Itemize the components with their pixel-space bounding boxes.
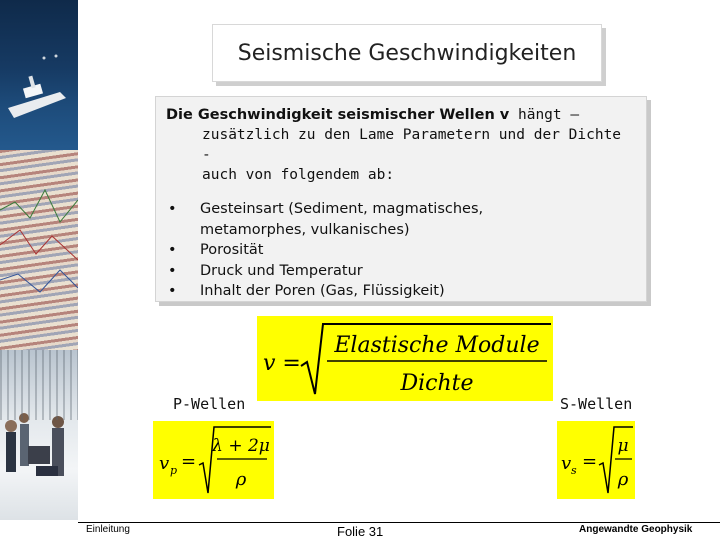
title-box: [212, 24, 602, 82]
ship-photo: [0, 0, 78, 150]
p-waves-label: P-Wellen: [173, 395, 246, 413]
bullet-text: Druck und Temperatur: [200, 262, 363, 279]
content-box: [155, 96, 647, 302]
formula-p-numerator: λ + 2μ: [212, 436, 270, 456]
slide-title: Seismische Geschwindigkeiten: [237, 40, 577, 66]
formula-s-sub: s: [571, 464, 577, 477]
trees-background: [0, 350, 78, 420]
formula-p-denominator: ρ: [235, 469, 247, 490]
bullet-dot: •: [168, 242, 177, 258]
bullet-text: Gesteinsart (Sediment, magmatisches,: [200, 201, 484, 217]
bullet-item: [166, 199, 636, 240]
formula-s-eq: =: [582, 451, 598, 472]
footer-course-name: Angewandte Geophysik: [579, 524, 693, 535]
formula-main-denominator: Dichte: [400, 371, 474, 396]
bullet-item: [166, 281, 636, 302]
formula-main-lhs: v =: [263, 351, 301, 376]
s-waves-label: S-Wellen: [560, 395, 633, 413]
formula-p-var: v: [159, 453, 170, 474]
ship-icon: [0, 0, 78, 150]
bullet-item: [166, 261, 636, 282]
seismic-section-image: [0, 150, 78, 350]
formula-s-numerator: μ: [617, 436, 629, 456]
intro-rest-text: hängt –: [509, 107, 580, 123]
p-wave-formula: [153, 421, 274, 499]
footer-slide-number: Folie 31: [337, 524, 384, 539]
footer-section-label: Einleitung: [86, 524, 130, 535]
bullet-dot: •: [168, 201, 177, 217]
bullet-item: [166, 240, 636, 261]
formula-s-denominator: ρ: [617, 469, 629, 490]
bullet-list: [166, 199, 636, 302]
s-wave-formula: [557, 421, 635, 499]
intro-line-3: auch von folgendem ab:: [202, 167, 395, 183]
intro-paragraph: [166, 105, 636, 185]
left-photo-strip: [0, 0, 78, 520]
formula-main-svg: [257, 316, 553, 401]
footer-divider: [78, 522, 720, 523]
formula-p-svg: [153, 421, 274, 499]
bullet-text: Porosität: [200, 242, 264, 258]
bullet-dot: •: [168, 262, 177, 279]
formula-s-svg: [557, 421, 635, 499]
bullet-text-continued: metamorphes, vulkanisches): [200, 221, 410, 238]
formula-p-eq: =: [181, 451, 197, 472]
main-velocity-formula: [257, 316, 553, 401]
formula-main-numerator: Elastische Module: [334, 333, 540, 358]
bullet-text: Inhalt der Poren (Gas, Flüssigkeit): [200, 283, 445, 299]
intro-bold-text: Die Geschwindigkeit seismischer Wellen v: [166, 107, 510, 123]
intro-line-2: zusätzlich zu den Lame Parametern und der Dichte -: [202, 127, 622, 163]
bullet-dot: •: [168, 283, 177, 299]
seismic-lines-icon: [0, 150, 78, 350]
formula-p-sub: p: [170, 464, 178, 477]
formula-s-var: v: [561, 453, 572, 474]
